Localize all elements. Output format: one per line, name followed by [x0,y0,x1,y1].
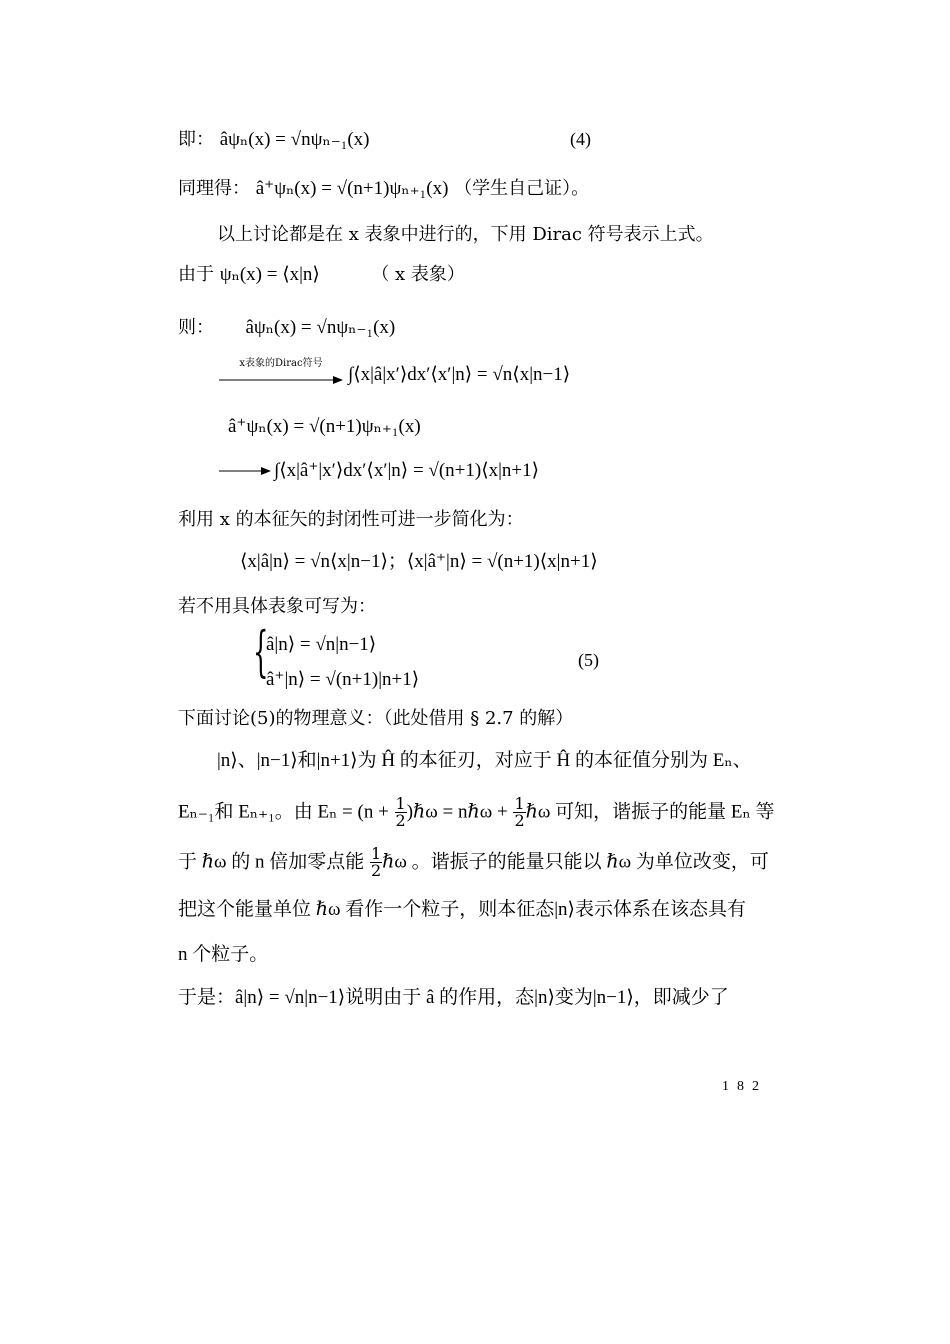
p1-line-b2: )ℏω = nℏω + [406,801,508,823]
eq-adag-dirac-formula: ∫⟨x|â⁺|x′⟩dx′⟨x′|n⟩ = √(n+1)⟨x|n+1⟩ [274,460,540,481]
adjoint-label: 同理得： [178,178,250,199]
eq5-a [266,632,376,658]
fraction-half [370,846,382,879]
p2-line: 于是：â|n⟩ = √n|n−1⟩说明由于 â 的作用，态|n⟩变为|n−1⟩，即减少了 [178,987,729,1008]
dirac-intro: 以上讨论都是在 x 表象中进行的，下用 Dirac 符号表示上式。 [217,224,714,245]
psi-definition-line [178,262,465,288]
simplified-eqs [240,549,598,575]
then-line [178,315,395,341]
right-arrow-icon [219,375,343,385]
paragraph-2-line-1 [178,985,729,1011]
then-label: 则： [178,317,214,338]
eq-adag-line [228,414,421,440]
paragraph-1-line-4 [178,897,746,923]
eq5-number: (5) [578,650,599,670]
eq4-line [178,127,370,153]
page-number: 182 [722,1079,767,1094]
representation-free-text: 若不用具体表象可写为： [178,596,376,617]
paragraph-1-line-5 [178,942,268,968]
eq-adag-formula: â⁺ψₙ(x) = √(n+1)ψₙ₊₁(x) [228,416,421,437]
eq4-label: 即： [178,129,214,150]
p1-line-b3: ℏω 可知，谐振子的能量 Eₙ 等 [525,801,775,823]
eq5-a-formula: â|n⟩ = √n|n−1⟩ [266,634,377,655]
eq5-b [266,667,419,693]
fraction-half [513,796,525,829]
p1-line-b1: Eₙ₋₁和 Eₙ₊₁。由 Eₙ = (n + [178,801,389,823]
p1-line-c2: ℏω 。谐振子的能量只能以 ℏω 为单位改变，可 [382,851,769,873]
paragraph-1-line-1 [217,748,752,774]
eq5-b-formula: â⁺|n⟩ = √(n+1)|n+1⟩ [266,669,420,690]
left-brace-icon: { [253,620,269,683]
eq-adag-dirac [274,458,539,484]
frac-num: 1 [370,844,382,863]
psi-label: 由于 [178,264,214,285]
dirac-arrow [219,358,343,389]
right-arrow-icon [219,466,271,476]
frac-num: 1 [395,794,406,813]
eq4-formula: âψₙ(x) = √nψₙ₋₁(x) [219,129,370,150]
psi-note: （ x 表象） [371,264,465,285]
adjoint-note: （学生自己证）。 [454,178,590,199]
fraction-half [395,796,407,829]
p1-line-c1: 于 ℏω 的 n 倍加零点能 [178,851,365,873]
physical-meaning-heading: 下面讨论(5)的物理意义：（此处借用 § 2.7 的解） [178,708,574,729]
p1-line-a: |n⟩、|n−1⟩和|n+1⟩为 Ĥ 的本征刃，对应于 Ĥ 的本征值分别为 Eₙ、 [217,750,752,771]
paragraph-1-line-3 [178,846,769,879]
p1-line-d: 把这个能量单位 ℏω 看作一个粒子，则本征态|n⟩表示体系在该态具有 [178,899,746,920]
psi-formula: ψₙ(x) = ⟨x|n⟩ [219,264,320,285]
adjoint-line [178,176,589,202]
frac-den: 2 [395,811,406,830]
frac-den: 2 [514,811,525,830]
dirac-arrow-label: x表象的Dirac符号 [239,358,323,369]
frac-den: 2 [370,861,382,880]
adjoint-formula: â⁺ψₙ(x) = √(n+1)ψₙ₊₁(x) [255,178,449,199]
frac-num: 1 [514,794,525,813]
eq-a-dirac [348,362,570,388]
eq4-number: (4) [570,129,591,149]
p1-line-e: n 个粒子。 [178,944,269,965]
paragraph-1-line-2 [178,796,774,829]
simplified-formula: ⟨x|â|n⟩ = √n⟨x|n−1⟩；⟨x|â⁺|n⟩ = √(n+1)⟨x|n+1⟩ [240,551,598,572]
closure-text: 利用 x 的本征矢的封闭性可进一步简化为： [178,509,524,530]
then-formula: âψₙ(x) = √nψₙ₋₁(x) [245,317,396,338]
eq-a-dirac-formula: ∫⟨x|â|x′⟩dx′⟨x′|n⟩ = √n⟨x|n−1⟩ [348,364,571,385]
